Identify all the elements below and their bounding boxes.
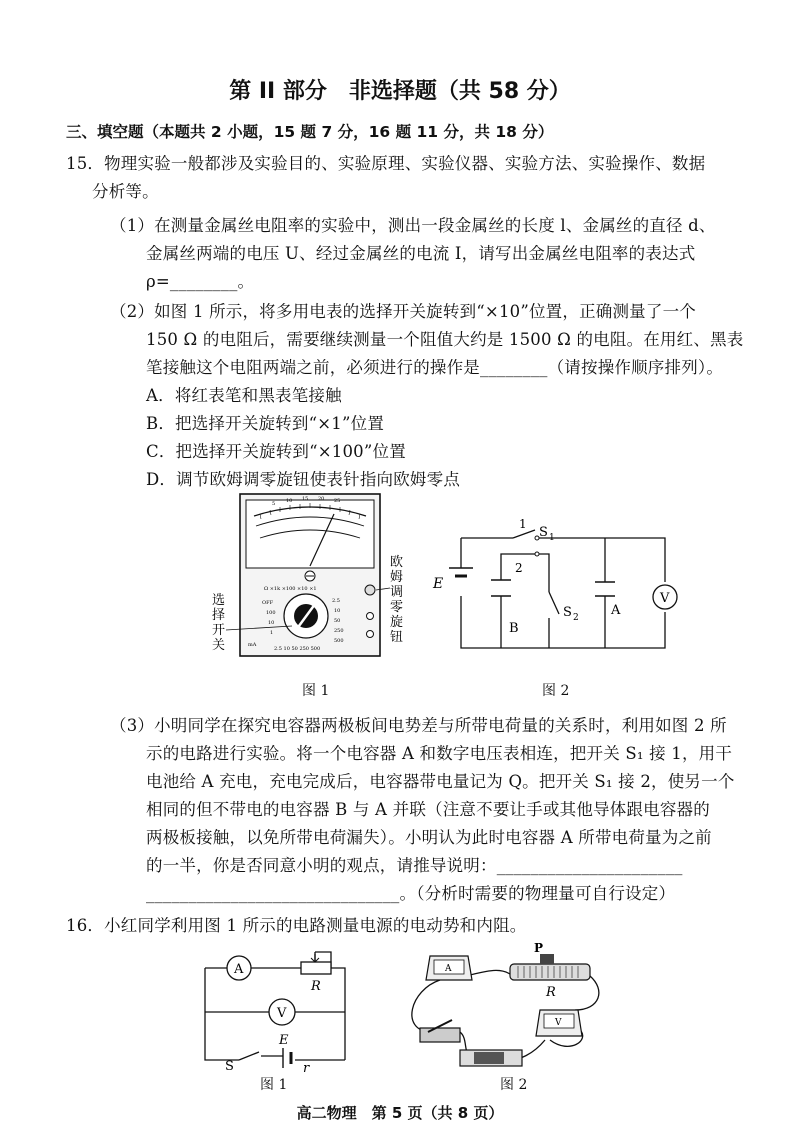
capacitor-a-label: A bbox=[611, 603, 621, 618]
emf-label: E bbox=[433, 576, 444, 592]
rheostat-label: R bbox=[311, 979, 321, 994]
q15-part3-line2: 示的电路进行实验。将一个电容器 A 和数字电压表相连，把开关 S₁ 接 1，用干 bbox=[146, 744, 733, 763]
capacitor-circuit-figure bbox=[425, 508, 725, 660]
ohm-knob-label: 调 bbox=[390, 585, 404, 600]
ohm-knob-label: 旋 bbox=[390, 615, 404, 630]
ammeter-label: A bbox=[234, 962, 244, 977]
voltmeter-device-label: V bbox=[555, 1018, 562, 1028]
q15-part2-line2: 150 Ω 的电阻后，需要继续测量一个阻值大约是 1500 Ω 的电阻。在用红、黑表 bbox=[146, 330, 744, 349]
q15-part3-line3: 电池给 A 充电，充电完成后，电容器带电量记为 Q。把开关 S₁ 接 2，使另一个 bbox=[146, 772, 735, 791]
q15-part1-line2: 金属丝两端的电压 U、经过金属丝的电流 I，请写出金属丝电阻率的表达式 bbox=[146, 244, 696, 263]
s1-label: S bbox=[539, 525, 548, 540]
q15-part3-line6: 的一半，你是否同意小明的观点，请推导说明：______________________ bbox=[146, 856, 683, 875]
s1-subscript: 1 bbox=[549, 533, 555, 543]
option-a: A．将红表笔和黑表笔接触 bbox=[146, 386, 342, 405]
q16-figure1-caption: 图 1 bbox=[260, 1077, 288, 1093]
switch-label: S bbox=[225, 1059, 234, 1074]
voltmeter-label: V bbox=[660, 591, 670, 606]
dial-label: 2.5 bbox=[332, 598, 340, 604]
terminal-1-label: 1 bbox=[519, 517, 527, 531]
q15-part3-line5: 两极板接触，以免所带电荷漏失）。小明认为此时电容器 A 所带电荷量为之前 bbox=[146, 828, 712, 847]
page-footer: 高二物理 第 5 页（共 8 页） bbox=[296, 1104, 504, 1122]
scale-label: 20 bbox=[318, 496, 325, 502]
dial-bottom-labels: 2.5 10 50 250 500 bbox=[274, 646, 321, 652]
dial-label: 50 bbox=[334, 618, 341, 624]
slider-label: P bbox=[534, 941, 544, 955]
dial-label: 100 bbox=[266, 610, 276, 616]
ohm-knob-label: 姆 bbox=[390, 570, 404, 585]
emf-label: E bbox=[279, 1033, 289, 1048]
q15-stem-line1: 15．物理实验一般都涉及实验目的、实验原理、实验仪器、实验方法、实验操作、数据 bbox=[66, 154, 706, 173]
page-title: 第 II 部分 非选择题（共 58 分） bbox=[229, 79, 571, 104]
q16-stem: 16．小红同学利用图 1 所示的电路测量电源的电动势和内阻。 bbox=[66, 916, 527, 935]
unit-label: mA bbox=[248, 642, 257, 648]
rheostat-device-label: R bbox=[546, 985, 556, 1000]
switch-s2 bbox=[549, 592, 559, 614]
select-switch-label: 关 bbox=[212, 638, 226, 653]
dial-label: 10 bbox=[334, 608, 341, 614]
q15-part3-line1: （3）小明同学在探究电容器两极板间电势差与所带电荷量的关系时，利用如图 2 所 bbox=[110, 716, 727, 735]
voltmeter-label: V bbox=[277, 1006, 287, 1021]
q15-part2-line1: （2）如图 1 所示，将多用电表的选择开关旋转到“×10”位置，正确测量了一个 bbox=[110, 302, 696, 321]
internal-resistance-label: r bbox=[303, 1061, 310, 1074]
q15-part3-line4: 相同的但不带电的电容器 B 与 A 并联（注意不要让手或其他导体跟电容器的 bbox=[146, 800, 710, 819]
section-heading: 三、填空题（本题共 2 小题，15 题 7 分，16 题 11 分，共 18 分） bbox=[66, 123, 554, 141]
terminal-2-label: 2 bbox=[515, 561, 523, 575]
s2-subscript: 2 bbox=[573, 613, 579, 623]
scale-label: 10 bbox=[286, 498, 293, 504]
dial-label: 1 bbox=[270, 630, 274, 636]
figure1-caption: 图 1 bbox=[302, 683, 330, 699]
switch-s bbox=[239, 1052, 259, 1060]
q16-circuit-figure bbox=[195, 944, 365, 1074]
capacitor-b-label: B bbox=[509, 621, 519, 636]
q16-figure2-caption: 图 2 bbox=[500, 1077, 528, 1093]
q16-apparatus-figure bbox=[400, 940, 610, 1080]
scale-label: 15 bbox=[302, 496, 309, 502]
option-b: B．把选择开关旋转到“×1”位置 bbox=[146, 414, 385, 433]
ammeter-device-label: A bbox=[445, 964, 452, 974]
dial-label: OFF bbox=[262, 600, 274, 606]
dial-label: 250 bbox=[334, 628, 344, 634]
q15-stem-line2: 分析等。 bbox=[92, 182, 159, 201]
ohm-knob-label: 零 bbox=[390, 600, 404, 615]
dial-label: 10 bbox=[268, 620, 275, 626]
dial-label: 500 bbox=[334, 638, 344, 644]
q15-part3-line7: ______________________________。（分析时需要的物理量可自行设定） bbox=[146, 884, 676, 903]
select-switch-label: 选 bbox=[212, 593, 226, 608]
select-switch-label: 开 bbox=[212, 623, 226, 638]
ohm-knob-label: 欧 bbox=[390, 555, 404, 570]
s2-label: S bbox=[563, 605, 572, 620]
option-c: C．把选择开关旋转到“×100”位置 bbox=[146, 442, 406, 461]
q15-part1-line3: ρ=________。 bbox=[146, 272, 255, 291]
scale-label: 25 bbox=[334, 498, 341, 504]
select-switch-label: 择 bbox=[212, 608, 226, 623]
dial-top-labels: Ω ×1k ×100 ×10 ×1 bbox=[264, 586, 317, 592]
q15-part1-line1: （1）在测量金属丝电阻率的实验中，测出一段金属丝的长度 l、金属丝的直径 d、 bbox=[110, 216, 716, 235]
switch-device bbox=[420, 1028, 460, 1042]
scale-label: 5 bbox=[272, 501, 276, 507]
multimeter-figure bbox=[210, 488, 410, 668]
option-d: D．调节欧姆调零旋钮使表针指向欧姆零点 bbox=[146, 470, 461, 489]
switch-s1 bbox=[513, 530, 535, 538]
ohm-zero-knob bbox=[365, 585, 375, 595]
figure2-caption: 图 2 bbox=[542, 683, 570, 699]
q15-part2-line3: 笔接触这个电阻两端之前，必须进行的操作是________（请按操作顺序排列）。 bbox=[146, 358, 724, 377]
rheostat bbox=[301, 962, 331, 974]
ohm-knob-label: 钮 bbox=[390, 630, 404, 645]
